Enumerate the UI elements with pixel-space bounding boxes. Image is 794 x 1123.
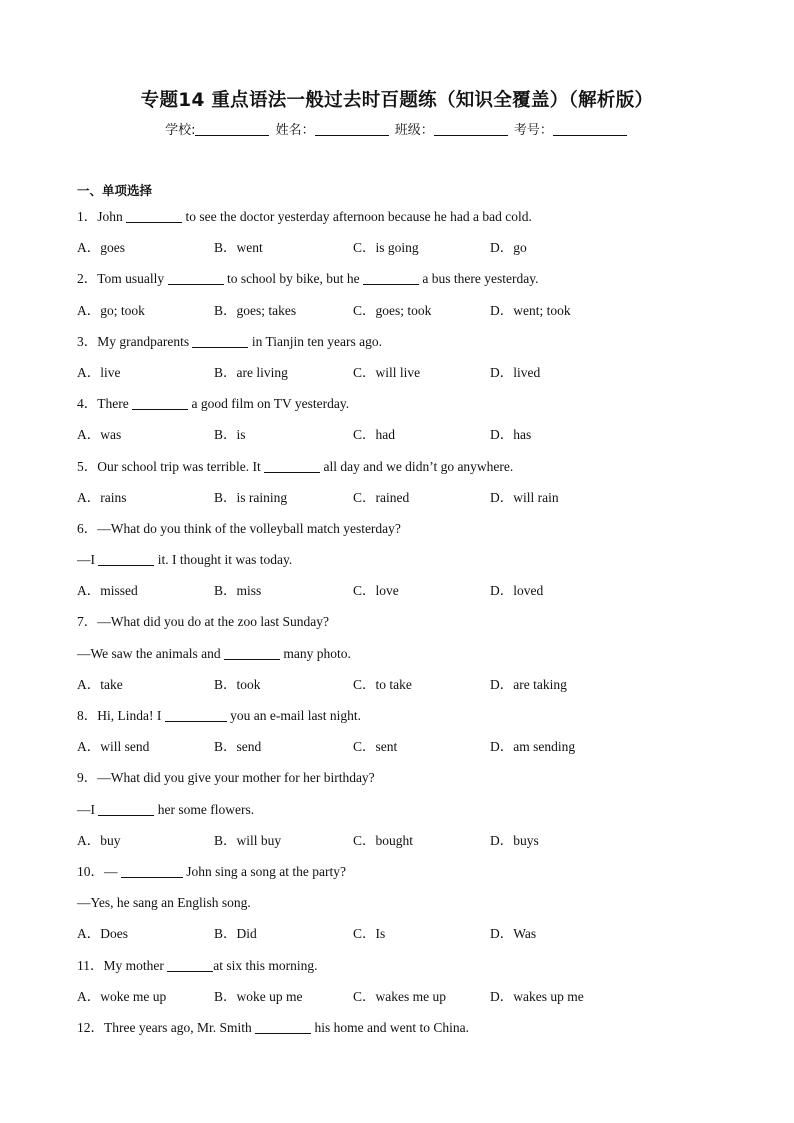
stem-text: 7．—What did you do at the zoo last Sunday? bbox=[77, 614, 329, 630]
option-b[interactable]: B．send bbox=[214, 739, 262, 755]
options-row bbox=[77, 674, 717, 705]
name-label: 姓名： bbox=[275, 123, 315, 138]
option-b[interactable]: B．is raining bbox=[214, 489, 288, 505]
answer-blank bbox=[255, 1033, 311, 1034]
options-row bbox=[77, 237, 717, 268]
question-stem bbox=[77, 861, 717, 892]
option-b[interactable]: B．Did bbox=[214, 926, 257, 942]
option-a[interactable]: A．live bbox=[77, 364, 121, 380]
option-a[interactable]: A．was bbox=[77, 427, 122, 443]
options-row bbox=[77, 736, 717, 767]
options-row bbox=[77, 923, 717, 954]
option-a[interactable]: A．go; took bbox=[77, 302, 145, 318]
question-stem bbox=[77, 518, 717, 549]
option-c[interactable]: C．bought bbox=[353, 832, 414, 848]
question-stem bbox=[77, 611, 717, 642]
option-c[interactable]: C．rained bbox=[353, 489, 410, 505]
option-a[interactable]: A．will send bbox=[77, 739, 150, 755]
answer-blank bbox=[165, 721, 227, 722]
stem-text: 5．Our school trip was terrible. It bbox=[77, 458, 265, 474]
stem-text: 1．John bbox=[77, 209, 127, 224]
question-stem bbox=[77, 456, 717, 487]
option-d[interactable]: D．am sending bbox=[490, 739, 576, 755]
exam-no-blank bbox=[553, 135, 627, 136]
answer-blank bbox=[132, 409, 188, 410]
answer-blank bbox=[168, 284, 224, 285]
question-stem-response bbox=[77, 892, 717, 923]
stem-text: —I bbox=[77, 552, 99, 568]
option-b[interactable]: B．went bbox=[214, 240, 263, 256]
question-stem bbox=[77, 268, 717, 299]
option-c[interactable]: C．to take bbox=[353, 676, 412, 692]
stem-text: at six this morning. bbox=[213, 957, 318, 973]
option-a[interactable]: A．rains bbox=[77, 489, 127, 505]
stem-text: —I bbox=[77, 801, 99, 817]
stem-text: it. I thought it was today. bbox=[154, 552, 293, 568]
options-row bbox=[77, 580, 717, 611]
option-a[interactable]: A．woke me up bbox=[77, 988, 167, 1004]
option-c[interactable]: C．had bbox=[353, 427, 395, 443]
exam-no-label: 考号： bbox=[513, 123, 553, 138]
option-c[interactable]: C．is going bbox=[353, 240, 419, 256]
question-stem bbox=[77, 331, 717, 362]
question-stem-response bbox=[77, 549, 717, 580]
question-stem-response bbox=[77, 643, 717, 674]
stem-text: 6．—What do you think of the volleyball match yesterday? bbox=[77, 520, 401, 536]
question-stem bbox=[77, 705, 717, 736]
stem-text: —We saw the animals and bbox=[77, 645, 224, 661]
option-d[interactable]: D．lived bbox=[490, 364, 541, 380]
question-stem bbox=[77, 767, 717, 798]
stem-text: a bus there yesterday. bbox=[419, 271, 539, 287]
option-d[interactable]: D．buys bbox=[490, 832, 539, 848]
stem-text: John sing a song at the party? bbox=[182, 863, 346, 879]
option-d[interactable]: D．Was bbox=[490, 926, 537, 942]
option-d[interactable]: D．wakes up me bbox=[490, 988, 584, 1004]
stem-text: in Tianjin ten years ago. bbox=[248, 333, 382, 349]
options-row bbox=[77, 986, 717, 1017]
question-stem bbox=[77, 206, 717, 237]
question-stem bbox=[77, 393, 717, 424]
stem-text: 12．Three years ago, Mr. Smith bbox=[77, 1019, 256, 1035]
option-d[interactable]: D．will rain bbox=[490, 489, 559, 505]
option-d[interactable]: D．loved bbox=[490, 583, 544, 599]
options-row bbox=[77, 424, 717, 455]
answer-blank bbox=[98, 815, 154, 816]
option-d[interactable]: D．went; took bbox=[490, 302, 571, 318]
answer-blank bbox=[98, 565, 154, 566]
stem-text: 2．Tom usually bbox=[77, 271, 168, 287]
option-a[interactable]: A．take bbox=[77, 676, 123, 692]
school-blank bbox=[195, 135, 269, 136]
stem-text: 3．My grandparents bbox=[77, 333, 193, 349]
answer-blank bbox=[363, 284, 419, 285]
option-b[interactable]: B．woke up me bbox=[214, 988, 303, 1004]
school-label: 学校: bbox=[165, 123, 196, 138]
option-b[interactable]: B．is bbox=[214, 427, 246, 443]
answer-blank bbox=[121, 877, 183, 878]
option-b[interactable]: B．took bbox=[214, 676, 261, 692]
question-stem-response bbox=[77, 799, 717, 830]
options-row bbox=[77, 487, 717, 518]
section-heading: 一、单项选择 bbox=[77, 183, 153, 198]
stem-text: —Yes, he sang an English song. bbox=[77, 895, 251, 911]
answer-blank bbox=[192, 347, 248, 348]
option-c[interactable]: C．goes; took bbox=[353, 302, 432, 318]
option-c[interactable]: C．sent bbox=[353, 739, 398, 755]
option-d[interactable]: D．has bbox=[490, 427, 532, 443]
stem-text: to school by bike, but he bbox=[223, 271, 364, 287]
option-a[interactable]: A．buy bbox=[77, 832, 121, 848]
stem-text: 11．My mother bbox=[77, 957, 168, 973]
stem-text: 4．There bbox=[77, 396, 133, 412]
stem-text: 9．—What did you give your mother for her birthday? bbox=[77, 770, 375, 786]
option-a[interactable]: A．goes bbox=[77, 240, 125, 256]
option-b[interactable]: B．will buy bbox=[214, 832, 282, 848]
option-d[interactable]: D．are taking bbox=[490, 676, 567, 692]
option-c[interactable]: C．Is bbox=[353, 926, 386, 942]
option-d[interactable]: D．go bbox=[490, 240, 527, 256]
answer-blank bbox=[167, 971, 213, 972]
answer-blank bbox=[264, 472, 320, 473]
stem-text: to see the doctor yesterday afternoon because he had a bad cold. bbox=[182, 209, 532, 224]
stem-text: a good film on TV yesterday. bbox=[188, 396, 350, 412]
answer-blank bbox=[126, 222, 182, 223]
option-c[interactable]: C．wakes me up bbox=[353, 988, 446, 1004]
option-b[interactable]: B．miss bbox=[214, 583, 262, 599]
question-stem bbox=[77, 1017, 717, 1048]
student-info-line bbox=[0, 119, 794, 138]
answer-blank bbox=[224, 659, 280, 660]
options-row bbox=[77, 830, 717, 861]
class-label: 班级： bbox=[394, 123, 434, 138]
stem-text: 8．Hi, Linda! I bbox=[77, 708, 165, 723]
options-row bbox=[77, 300, 717, 331]
class-blank bbox=[434, 135, 508, 136]
option-a[interactable]: A．missed bbox=[77, 583, 138, 599]
question-stem bbox=[77, 955, 717, 986]
option-b[interactable]: B．are living bbox=[214, 364, 288, 380]
option-c[interactable]: C．will live bbox=[353, 364, 421, 380]
stem-text: you an e-mail last night. bbox=[226, 708, 361, 723]
stem-text: 10．— bbox=[77, 863, 121, 879]
option-c[interactable]: C．love bbox=[353, 583, 399, 599]
option-b[interactable]: B．goes; takes bbox=[214, 302, 297, 318]
stem-text: many photo. bbox=[280, 645, 351, 661]
document-title: 专题14 重点语法一般过去时百题练（知识全覆盖）（解析版） bbox=[140, 90, 654, 111]
stem-text: his home and went to China. bbox=[311, 1019, 469, 1035]
stem-text: all day and we didn’t go anywhere. bbox=[320, 458, 514, 474]
stem-text: her some flowers. bbox=[154, 801, 255, 817]
question-list bbox=[77, 206, 717, 1048]
name-blank bbox=[315, 135, 389, 136]
options-row bbox=[77, 362, 717, 393]
option-a[interactable]: A．Does bbox=[77, 926, 128, 942]
